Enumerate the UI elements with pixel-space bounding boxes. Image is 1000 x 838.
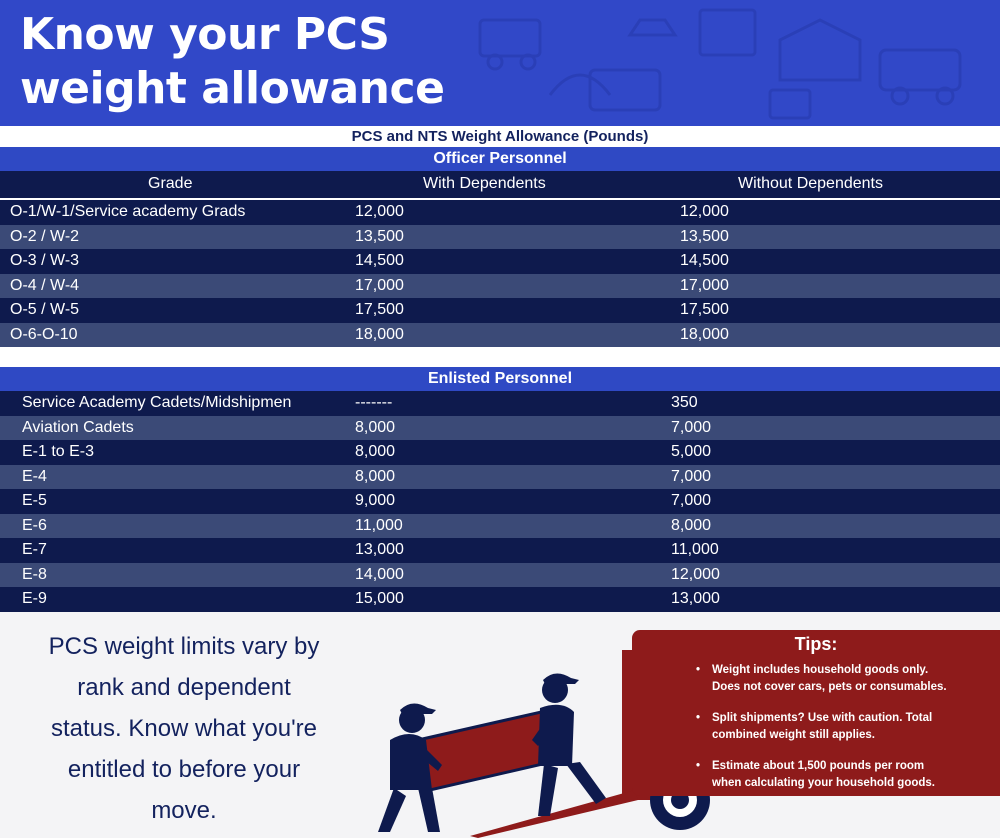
grade-cell: O-3 / W-3	[10, 252, 80, 269]
without-dependents-cell: 5,000	[671, 443, 712, 460]
table-row	[0, 538, 1000, 563]
tips-list	[696, 662, 992, 806]
grade-cell: O-4 / W-4	[10, 277, 80, 294]
grade-cell: E-9	[22, 590, 47, 607]
without-dependents-cell: 13,500	[680, 228, 729, 245]
tip-item	[696, 758, 992, 792]
without-dependents-cell: 8,000	[671, 517, 712, 534]
tips-title: Tips:	[794, 634, 838, 654]
grade-cell: E-5	[22, 492, 47, 509]
bullet-icon: •	[696, 664, 701, 676]
table-row	[0, 249, 1000, 274]
column-header-row	[0, 171, 1000, 198]
table-row	[0, 465, 1000, 489]
without-dependents-cell: 350	[671, 394, 698, 411]
without-dependents-cell: 12,000	[671, 566, 720, 583]
grade-cell: E-4	[22, 468, 47, 485]
page-title-line2: weight allowance	[20, 63, 445, 114]
without-dependents-cell: 17,500	[680, 301, 729, 318]
with-dependents-cell: 13,500	[355, 228, 404, 245]
grade-cell: E-8	[22, 566, 47, 583]
column-header-with-dependents: With Dependents	[423, 175, 546, 192]
without-dependents-cell: 18,000	[680, 326, 729, 343]
tips-panel	[632, 630, 1000, 796]
bullet-icon: •	[696, 712, 701, 724]
without-dependents-cell: 11,000	[671, 541, 719, 558]
tip-item	[696, 662, 992, 696]
table-row	[0, 416, 1000, 440]
officer-section-header: Officer Personnel	[0, 147, 1000, 171]
tip-line: Split shipments? Use with caution. Total	[712, 712, 933, 724]
without-dependents-cell: 14,500	[680, 252, 729, 269]
promo-line: rank and dependent	[77, 674, 291, 701]
promo-line: move.	[151, 797, 217, 824]
table-row	[0, 225, 1000, 249]
grade-cell: E-6	[22, 517, 47, 534]
without-dependents-cell: 17,000	[680, 277, 729, 294]
with-dependents-cell: 13,000	[355, 541, 404, 558]
grade-cell: O-6-O-10	[10, 326, 78, 343]
table-row	[0, 391, 1000, 416]
table-row	[0, 274, 1000, 298]
grade-cell: O-5 / W-5	[10, 301, 80, 318]
promo-line: PCS weight limits vary by	[48, 633, 320, 660]
grade-cell: Service Academy Cadets/Midshipmen	[22, 394, 292, 411]
column-header-without-dependents: Without Dependents	[738, 175, 883, 192]
promo-line: entitled to before your	[67, 756, 301, 783]
with-dependents-cell: 8,000	[355, 419, 396, 436]
grade-cell: E-7	[22, 541, 47, 558]
table-row	[0, 489, 1000, 514]
table-row	[0, 514, 1000, 538]
page-title	[20, 8, 444, 116]
header-banner	[0, 0, 1000, 126]
tip-line: combined weight still applies.	[712, 729, 875, 741]
with-dependents-cell: 12,000	[355, 203, 404, 220]
tip-item	[696, 710, 992, 744]
with-dependents-cell: 8,000	[355, 443, 396, 460]
grade-cell: Aviation Cadets	[22, 419, 134, 436]
tip-line: when calculating your household goods.	[712, 777, 935, 789]
table-row	[0, 200, 1000, 225]
table-caption: PCS and NTS Weight Allowance (Pounds)	[0, 126, 1000, 147]
with-dependents-cell: 18,000	[355, 326, 404, 343]
tip-line: Estimate about 1,500 pounds per room	[712, 760, 925, 772]
table-row	[0, 563, 1000, 587]
section-divider	[0, 347, 1000, 367]
enlisted-section-header: Enlisted Personnel	[0, 367, 1000, 391]
without-dependents-cell: 7,000	[671, 468, 712, 485]
without-dependents-cell: 7,000	[671, 419, 712, 436]
with-dependents-cell: 17,500	[355, 301, 404, 318]
tip-line: Weight includes household goods only.	[712, 664, 929, 676]
with-dependents-cell: 14,000	[355, 566, 404, 583]
with-dependents-cell: 11,000	[355, 517, 403, 534]
promo-text	[14, 626, 354, 831]
table-row	[0, 298, 1000, 323]
without-dependents-cell: 7,000	[671, 492, 712, 509]
grade-cell: O-2 / W-2	[10, 228, 80, 245]
with-dependents-cell: -------	[355, 394, 393, 411]
table-row	[0, 440, 1000, 465]
with-dependents-cell: 8,000	[355, 468, 396, 485]
grade-cell: O-1/W-1/Service academy Grads	[10, 203, 246, 220]
table-row	[0, 323, 1000, 347]
with-dependents-cell: 9,000	[355, 492, 396, 509]
with-dependents-cell: 14,500	[355, 252, 404, 269]
tip-line: Does not cover cars, pets or consumables.	[712, 681, 947, 693]
column-header-grade: Grade	[148, 175, 193, 192]
without-dependents-cell: 12,000	[680, 203, 729, 220]
with-dependents-cell: 17,000	[355, 277, 404, 294]
promo-line: status. Know what you're	[50, 715, 318, 742]
without-dependents-cell: 13,000	[671, 590, 720, 607]
with-dependents-cell: 15,000	[355, 590, 404, 607]
grade-cell: E-1 to E-3	[22, 443, 95, 460]
table-row	[0, 587, 1000, 612]
bullet-icon: •	[696, 760, 701, 772]
page-title-line1: Know your PCS	[20, 9, 390, 60]
delivery-truck-pattern	[440, 0, 1000, 126]
